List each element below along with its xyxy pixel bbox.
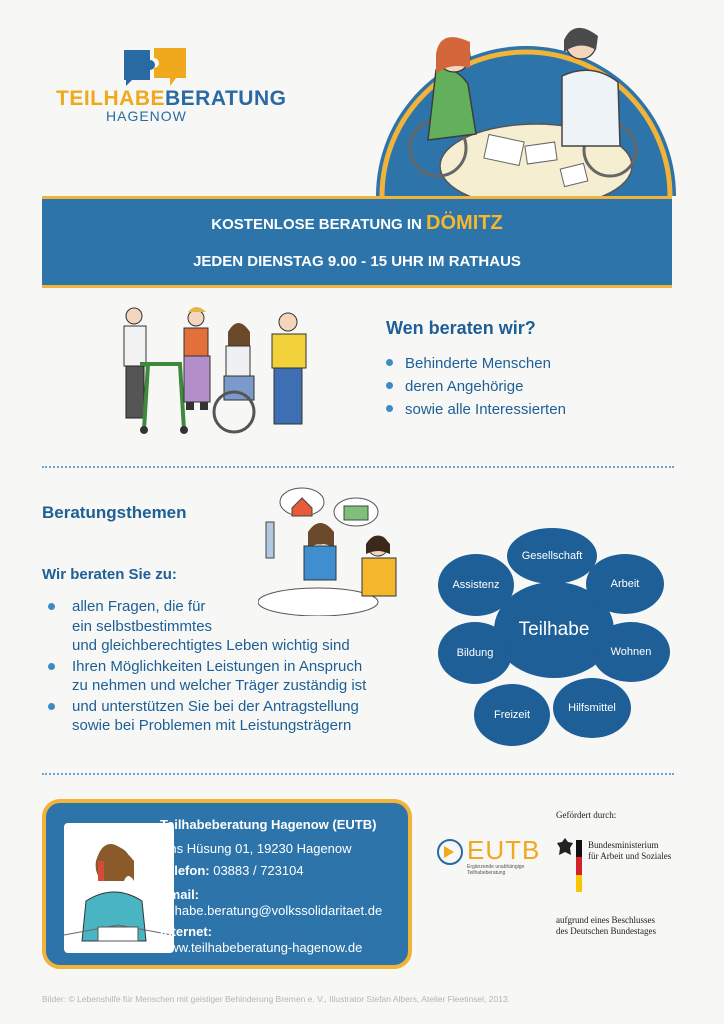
ministry-line1: Bundesministerium xyxy=(588,840,659,850)
topics-heading: Beratungsthemen xyxy=(42,503,187,522)
advise-heading: Wir beraten Sie zu: xyxy=(42,566,177,583)
consultation-table-illustration xyxy=(376,18,676,196)
contact-card xyxy=(42,799,412,969)
logo-subtitle: HAGENOW xyxy=(106,108,187,124)
eutb-subtitle: Ergänzende unabhängige Teilhabeberatung xyxy=(467,864,525,876)
contact-address: Uns Hüsung 01, 19230 Hagenow xyxy=(160,841,352,856)
diagram-node-bildung: Bildung xyxy=(438,622,512,684)
dotted-divider xyxy=(42,773,674,775)
ministry-line2: für Arbeit und Soziales xyxy=(588,851,672,861)
email-label: Email: xyxy=(160,887,200,902)
list-item xyxy=(386,375,566,398)
list-item-text: und unterstützen Sie bei der Antragstellung sowie bei Problemen mit Leistungsträgern xyxy=(72,697,359,734)
federal-eagle-icon xyxy=(556,836,574,858)
phone-woman-illustration xyxy=(64,823,174,953)
topic-list xyxy=(46,597,366,737)
bullet-icon xyxy=(386,359,393,366)
email-address[interactable]: teilhabe.beratung@volkssolidaritaet.de xyxy=(158,903,383,918)
diagram-node-gesellschaft: Gesellschaft xyxy=(507,528,597,584)
contact-phone-row xyxy=(160,863,304,878)
bullet-icon xyxy=(48,703,55,710)
list-item xyxy=(386,398,566,421)
eutb-logo-text: EUTB xyxy=(467,835,541,865)
list-item-text: Behinderte Menschen xyxy=(405,355,551,372)
dotted-divider xyxy=(42,466,674,468)
phone-label: Telefon: xyxy=(160,863,210,878)
web-label: Internet: xyxy=(160,924,212,939)
list-item-text: deren Angehörige xyxy=(405,378,524,395)
bullet-icon xyxy=(386,405,393,412)
german-flag-icon xyxy=(576,840,582,892)
who-heading: Wen beraten wir? xyxy=(386,318,536,338)
date-banner xyxy=(42,196,672,288)
bullet-icon xyxy=(48,663,55,670)
list-item xyxy=(46,657,366,696)
diagram-node-arbeit: Arbeit xyxy=(586,554,664,614)
list-item-text: allen Fragen, die für ein selbstbestimmtes und gleichberechtigtes Leben wichtig sind xyxy=(72,598,350,654)
logo-title-part2: BERATUNG xyxy=(165,87,287,110)
list-item xyxy=(46,697,366,736)
resolution-line1: aufgrund eines Beschlusses xyxy=(556,915,655,925)
diagram-node-hilfsmittel: Hilfsmittel xyxy=(553,678,631,738)
diagram-center: Teilhabe xyxy=(494,582,614,678)
resolution-line2: des Deutschen Bundestages xyxy=(556,926,656,936)
funded-by-label: Gefördert durch: xyxy=(556,810,617,820)
list-item xyxy=(46,597,366,656)
list-item-text: sowie alle Interessierten xyxy=(405,401,566,418)
list-item-text: Ihren Möglichkeiten Leistungen in Anspruch zu nehmen und welcher Träger zuständig ist xyxy=(72,657,367,694)
who-list xyxy=(386,352,566,421)
image-credits: Bilder: © Lebenshilfe für Menschen mit geistiger Behinderung Bremen e. V., Illustrator Stefan Albers, Atelier Fleetinsel, 2013. xyxy=(42,994,511,1004)
people-group-illustration xyxy=(110,306,315,438)
banner-line1 xyxy=(42,212,672,235)
banner-city: DÖMITZ xyxy=(426,212,503,234)
logo-title-part1: TEILHABE xyxy=(56,87,165,110)
puzzle-speech-bubbles-icon xyxy=(120,44,192,90)
participation-diagram xyxy=(436,524,671,748)
diagram-node-assistenz: Assistenz xyxy=(438,554,514,616)
diagram-node-freizeit: Freizeit xyxy=(474,684,550,746)
list-item xyxy=(386,352,566,375)
phone-number: 03883 / 723104 xyxy=(213,863,304,878)
contact-title: Teilhabeberatung Hagenow (EUTB) xyxy=(160,817,377,832)
web-address[interactable]: www.teilhabeberatung-hagenow.de xyxy=(160,940,363,955)
diagram-node-wohnen: Wohnen xyxy=(592,622,670,682)
banner-line2: JEDEN DIENSTAG 9.00 - 15 UHR IM RATHAUS xyxy=(193,253,521,270)
banner-line1-prefix: KOSTENLOSE BERATUNG IN xyxy=(211,216,422,233)
bullet-icon xyxy=(48,603,55,610)
bullet-icon xyxy=(386,382,393,389)
